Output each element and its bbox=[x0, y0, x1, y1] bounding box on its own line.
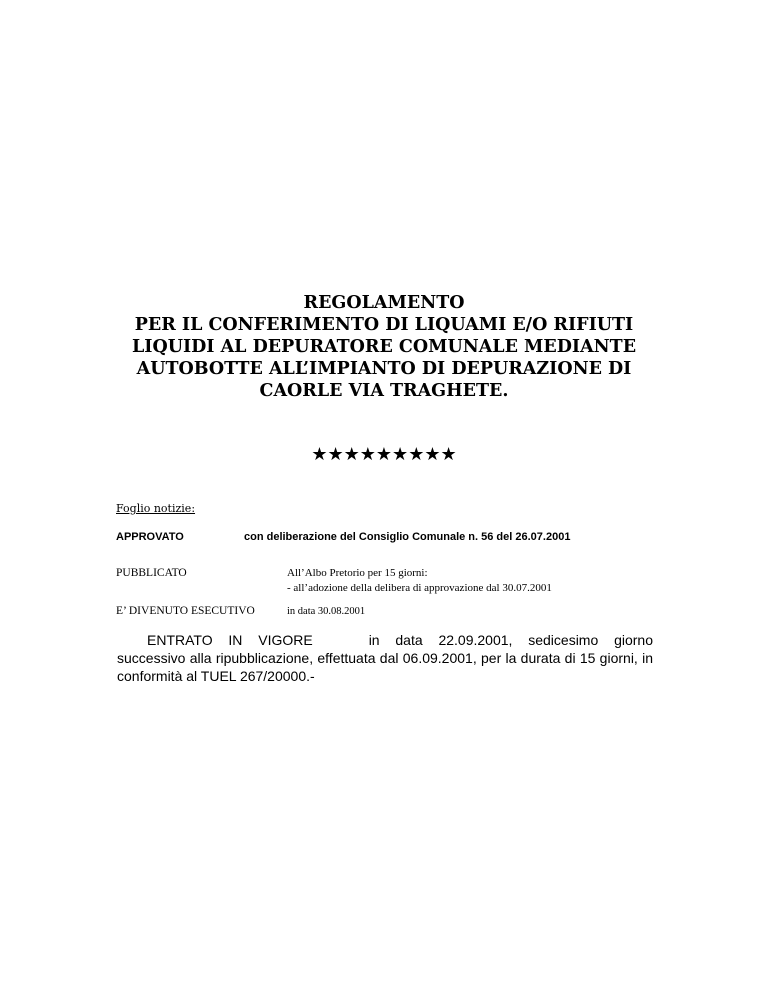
entrato-text-rest: ripubblicazione, effettuata dal 06.09.2001, per la durata di 15 giorni, in conformità al TUEL 267/20000.- bbox=[117, 650, 653, 684]
approvato-text: con deliberazione del Consiglio Comunale n. 56 del 26.07.2001 bbox=[244, 531, 571, 543]
star-divider: ★★★★★★★★★ bbox=[311, 444, 457, 465]
entrato-text-first: in data 22.09.2001, sedicesimo giorno successivo alla bbox=[117, 632, 653, 666]
title-line-1: REGOLAMENTO bbox=[303, 293, 465, 313]
title-line-4: AUTOBOTTE ALL’IMPIANTO DI DEPURAZIONE DI bbox=[136, 359, 632, 379]
title-line-3: LIQUIDI AL DEPURATORE COMUNALE MEDIANTE bbox=[131, 337, 637, 357]
pubblicato-line-1: All’Albo Pretorio per 15 giorni: bbox=[287, 567, 428, 579]
entrato-paragraph bbox=[117, 631, 653, 685]
approvato-label: APPROVATO bbox=[116, 531, 184, 543]
pubblicato-line-2: - all’adozione della delibera di approvazione dal 30.07.2001 bbox=[287, 582, 552, 594]
esecutivo-label: E’ DIVENUTO ESECUTIVO bbox=[116, 605, 255, 617]
esecutivo-text: in data 30.08.2001 bbox=[287, 606, 366, 617]
foglio-notizie-heading: Foglio notizie: bbox=[116, 502, 196, 515]
title-line-5: CAORLE VIA TRAGHETE. bbox=[259, 381, 509, 401]
pubblicato-label: PUBBLICATO bbox=[116, 567, 187, 579]
document-title bbox=[60, 292, 708, 402]
title-line-2: PER IL CONFERIMENTO DI LIQUAMI E/O RIFIUTI bbox=[134, 315, 634, 335]
entrato-label: ENTRATO IN VIGORE bbox=[147, 632, 313, 648]
